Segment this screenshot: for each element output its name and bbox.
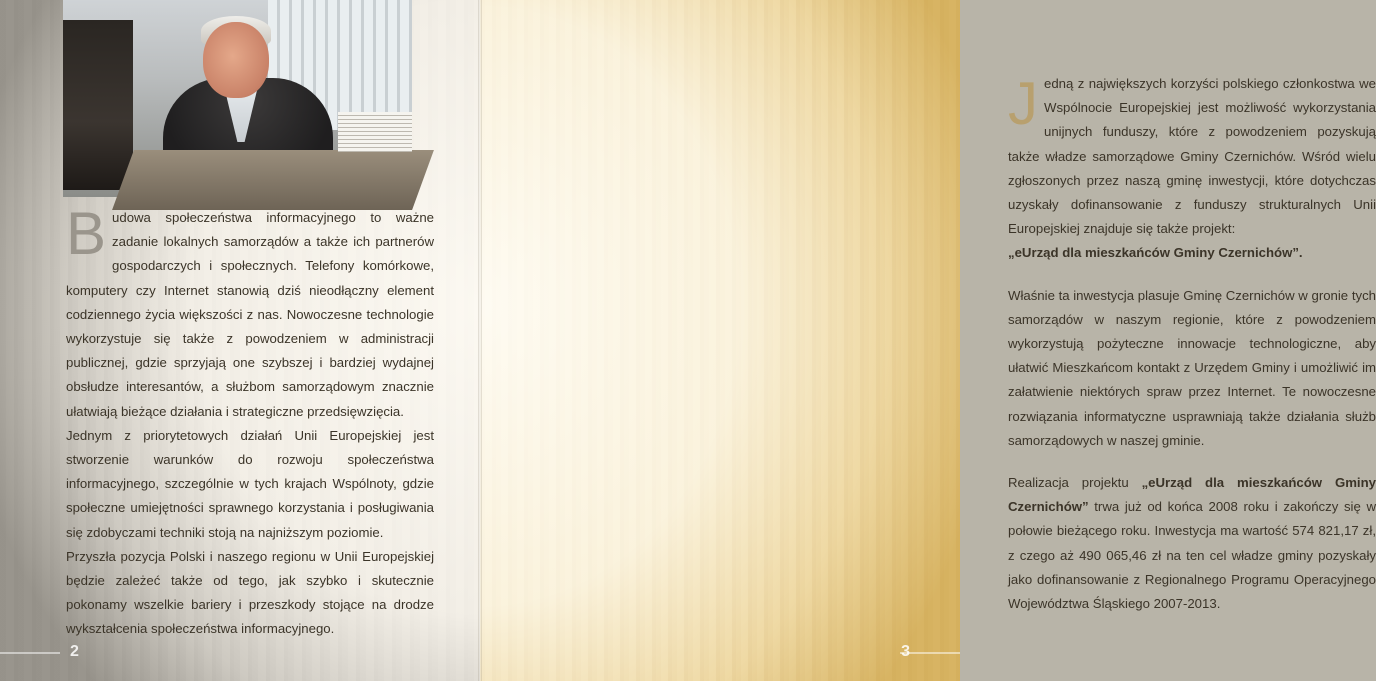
photo-person-head xyxy=(203,22,269,98)
right-page-number: 3 xyxy=(901,643,910,660)
left-page xyxy=(0,0,480,681)
left-paragraph-2: Jednym z priorytetowych działań Unii Europejskiej jest stworzenie warunków do rozwoju społeczeństwa informacyjnego, szczególnie w tych krajach Wspólnoty, gdzie społeczne umiejętności sprawnego korzystania i posługiwania się zdobyczami techniki stoją na najniższym poziomie. xyxy=(66,427,434,540)
left-page-number-rule xyxy=(0,652,60,654)
left-page-number: 2 xyxy=(70,643,79,660)
right-paragraph-1-text: edną z największych korzyści polskiego członkostwa we Wspólnocie Europejskiej jest możliwość wykorzystania unijnych funduszy, które z powodzeniem pozyskują także władze samorządowe Gminy Czernichów. Wśród wielu zgłoszonych przez naszą gminę inwestycji, które dotychczas uzyskały dofinansowanie z funduszy strukturalnych Unii Europejskiej znajduje się także projekt: xyxy=(1008,76,1376,237)
photo-bookshelf xyxy=(63,20,133,190)
project-name: „eUrząd dla mieszkańców Gminy Czernichów”. xyxy=(1008,245,1303,261)
right-paragraph-3-project: „eUrząd dla mieszkańców Gminy Czernichów” xyxy=(1008,475,1376,515)
portrait-photo xyxy=(63,0,412,197)
right-paragraph-3 xyxy=(1008,471,1376,616)
right-paragraph-3-intro: Realizacja projektu xyxy=(1008,475,1142,491)
left-paragraph-1 xyxy=(66,200,434,424)
right-paragraph-2: Właśnie ta inwestycja plasuje Gminę Czernichów w gronie tych samorządów w naszym regionie, które z powodzeniem wykorzystują pożyteczne innowacje technologiczne, aby ułatwić Mieszkańcom kontakt z Urzędem Gminy i umożliwić im załatwienie niektórych spraw przez Internet. Te nowoczesne rozwiązania informatyczne usprawniają także działania służb samorządowych w naszej gminie. xyxy=(1008,287,1376,448)
left-paragraph-1-text: udowa społeczeństwa informacyjnego to ważne zadanie lokalnych samorządów a także ich partnerów gospodarczych i społecznych. Telefony komórkowe, komputery czy Internet stanowią dziś nieodłączny element codziennego życia większości z nas. Nowoczesne technologie wykorzystuje się także z powodzeniem w administracji publicznej, gdzie sprzyjają one szybszej i bardziej wydajnej obsłudze interesantów, a służbom samorządowym znacznie ułatwiają bieżące działania i strategiczne przedsięwzięcia. xyxy=(66,210,434,419)
left-paragraph-3: Przyszła pozycja Polski i naszego regionu w Unii Europejskiej będzie zależeć także od tego, jak szybko i skutecznie pokonamy wszelkie bariery i przeszkody stojące na drodze wykształcenia społeczeństwa informacyjnego. xyxy=(66,548,434,637)
right-paragraph-1 xyxy=(1008,72,1376,266)
right-dropcap: J xyxy=(1008,70,1038,137)
right-paragraph-3-rest: trwa już od końca 2008 roku i zakończy się w połowie bieżącego roku. Inwestycja ma wartość 574 821,17 zł, z czego aż 490 065,46 zł na ten cel władze gminy pozyskały jako dofinansowanie z Regionalnego Programu Operacyjnego Województwa Śląskiego 2007-2013. xyxy=(1008,499,1376,612)
photo-desk xyxy=(112,150,434,210)
right-article xyxy=(1008,72,1376,616)
left-dropcap: B xyxy=(66,200,107,267)
photo-papers xyxy=(338,112,412,152)
right-page xyxy=(480,0,1376,681)
left-article xyxy=(66,200,434,642)
book-spine xyxy=(478,0,482,681)
